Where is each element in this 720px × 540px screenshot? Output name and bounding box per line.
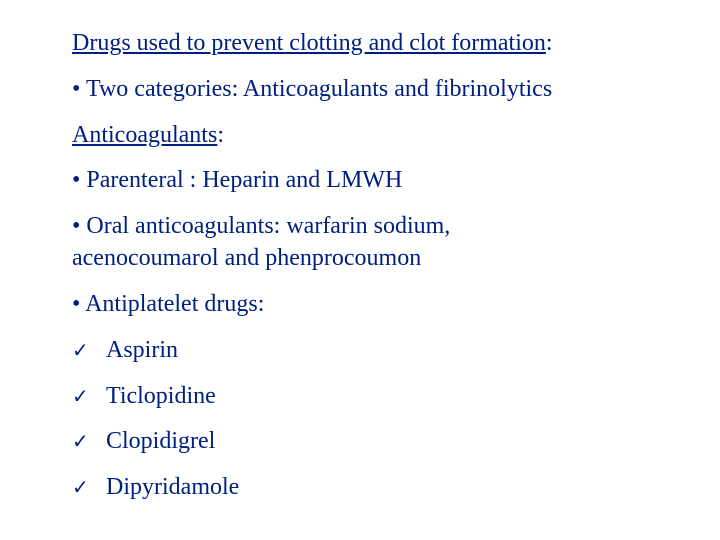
bullet-two-categories: • Two categories: Anticoagulants and fibrinolytics <box>72 76 553 102</box>
checkmark-icon: ✓ <box>72 384 89 408</box>
checkmark-icon: ✓ <box>72 429 89 453</box>
bullet-parenteral: • Parenteral : Heparin and LMWH <box>72 167 403 193</box>
list-item-label: Dipyridamole <box>106 474 240 500</box>
heading-drugs-used-text: Drugs used to prevent clotting and clot formation <box>72 30 546 56</box>
checkmark-icon: ✓ <box>72 475 89 499</box>
heading-anticoagulants-text: Anticoagulants <box>72 122 218 148</box>
heading-drugs-used <box>72 30 553 58</box>
heading-anticoagulants-colon: : <box>217 122 224 148</box>
list-item-label: Ticlopidine <box>106 383 216 409</box>
list-item-label: Aspirin <box>106 337 178 363</box>
heading-drugs-used-colon: : <box>545 30 553 56</box>
bullet-antiplatelet: • Antiplatelet drugs: <box>72 291 265 317</box>
heading-anticoagulants <box>72 122 224 150</box>
bullet-oral-anticoagulants-line-2: acenocoumarol and phenprocoumon <box>72 245 422 271</box>
list-item-label: Clopidigrel <box>106 428 216 454</box>
list-item-dipyridamole <box>72 474 239 502</box>
checkmark-icon: ✓ <box>72 338 89 362</box>
bullet-oral-anticoagulants-line-1: • Oral anticoagulants: warfarin sodium, <box>72 213 451 239</box>
list-item-ticlopidine <box>72 383 216 411</box>
list-item-aspirin <box>72 337 178 365</box>
list-item-clopidigrel <box>72 428 215 456</box>
